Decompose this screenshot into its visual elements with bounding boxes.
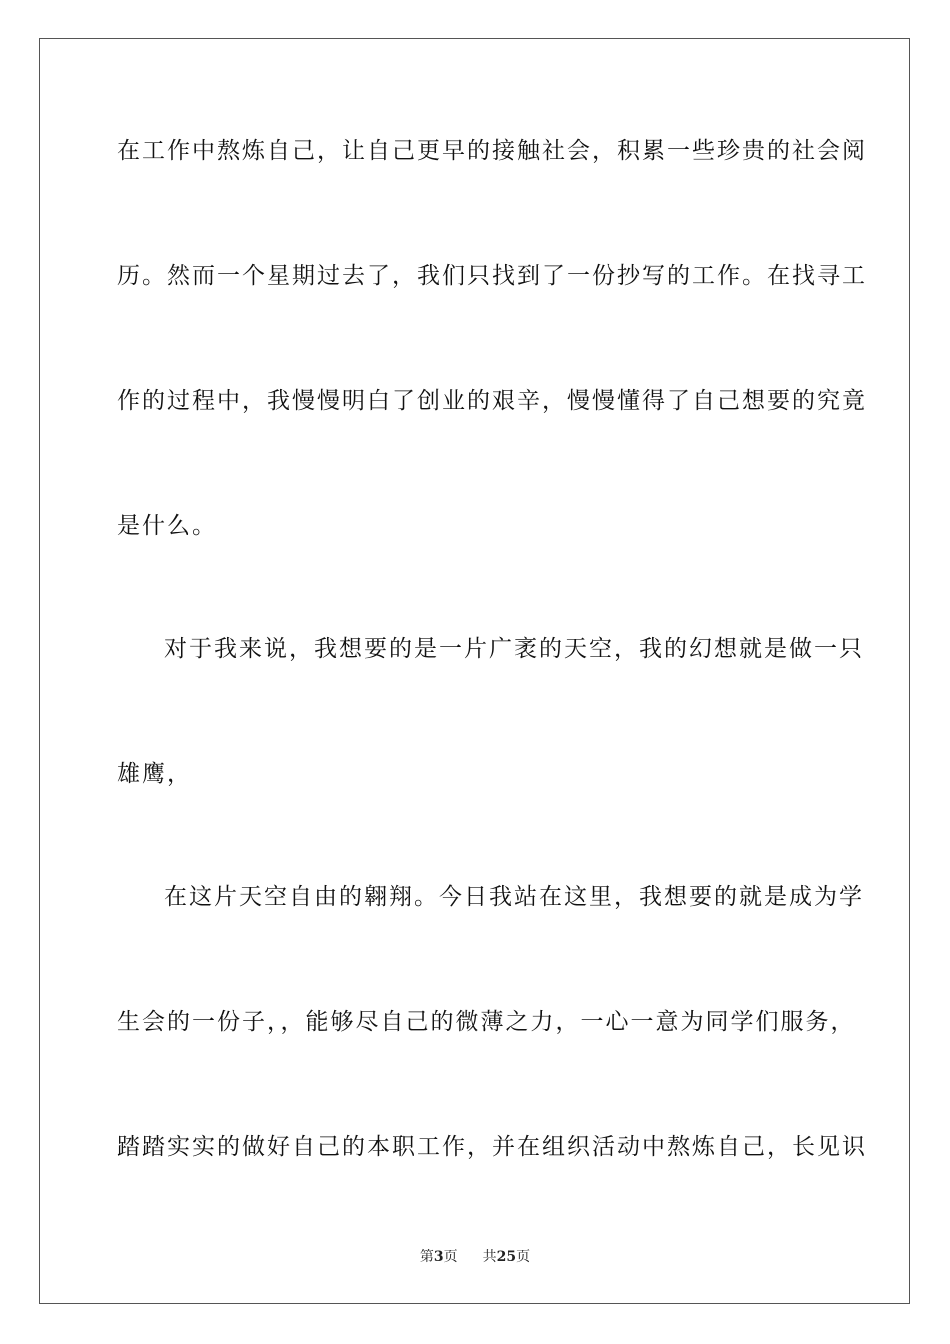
text-line: 踏踏实实的做好自己的本职工作，并在组织活动中熬炼自己，长见识 [117,1134,867,1160]
text-line: 雄鹰， [117,761,192,787]
page-suffix: 页 [443,1249,458,1265]
page-prefix: 第 [419,1249,434,1265]
total-pages-label [483,1249,530,1265]
total-page-count: 25 [496,1249,517,1265]
page-number-label [420,1249,462,1265]
total-suffix: 页 [516,1249,531,1265]
text-line: 在工作中熬炼自己，让自己更早的接触社会，积累一些珍贵的社会阅 [117,138,867,164]
paragraph-first-line: 对于我来说，我想要的是一片广袤的天空，我的幻想就是做一只 [164,636,864,662]
page-footer [0,1248,950,1266]
text-line: 历。然而一个星期过去了，我们只找到了一份抄写的工作。在找寻工 [117,263,867,289]
paragraph-first-line: 在这片天空自由的翱翔。今日我站在这里，我想要的就是成为学 [164,884,864,910]
total-prefix: 共 [482,1249,497,1265]
text-line: 生会的一份子，，能够尽自己的微薄之力，一心一意为同学们服务， [117,1009,856,1035]
page-border [39,38,910,1304]
current-page-number: 3 [433,1249,444,1265]
text-line: 作的过程中，我慢慢明白了创业的艰辛，慢慢懂得了自己想要的究竟 [117,388,867,414]
text-line: 是什么。 [117,513,217,539]
